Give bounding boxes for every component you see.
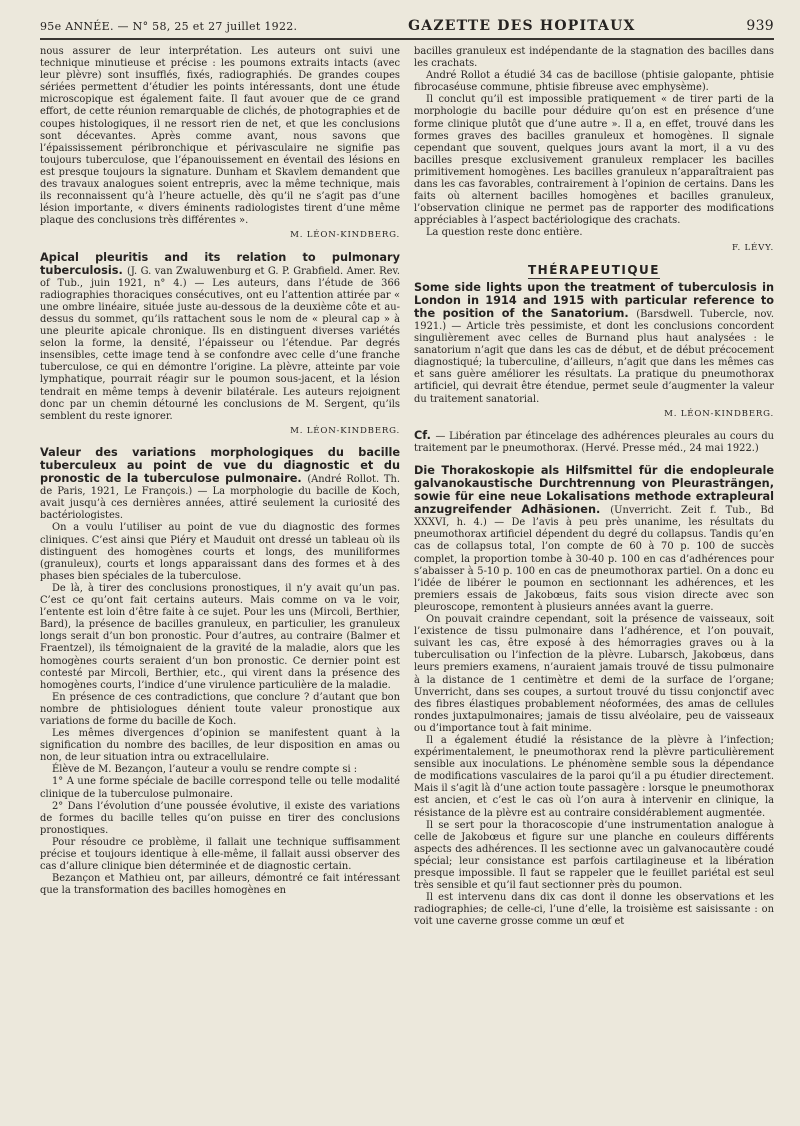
paragraph: bacilles granuleux est indépendante de la stagnation des bacilles dans les crachats. [414,46,774,70]
paragraph: La question reste donc entière. [426,227,583,239]
article-reference: (Unverricht. Zeit f. Tub., Bd XXXVI, h. 4.) [414,505,774,529]
page-number: 939 [746,18,774,34]
article-text: — Libération par étincelage des adhérences pleurales au cours du traitement par le pneumothorax. (Hervé. Presse méd., 24 mai 1922.) [414,430,774,454]
paragraph: 2° Dans l’évolution d’une poussée évolutive, il existe des variations de formes du bacille telles qu’on puisse en tirer des conclusions pronostiques. [40,800,400,836]
article-title: Die Thorakoskopie als Hilfsmittel für die endopleurale galvanokaustische Durchtrennung von Pleurasträngen, sowie für eine neue Lokalisations methode extrapleural anzugreifender Adhäsionen. [414,463,774,517]
article-signature: M. LÉON-KINDBERG. [290,425,400,436]
article-title: Cf. [414,428,436,442]
paragraph: De là, à tirer des conclusions pronostiques, il n’y avait qu’un pas. C’est ce qu’ont fait certains auteurs. Mais comme on va le voir, l’entente est loin d’être faite à ce sujet. Pour les uns (Mircoli, Berthier, Bard), la présence de bacilles granuleux, en particulier, les granuleux longs serait d’un bon pronostic. Pour d’autres, au contraire (Balmer et Fraentzel), ils témoignaient de la gravité de la maladie, alors que les homogènes courts seraient d’un bon pronostic. Ce dernier point est contesté par Mircoli, Berthier, etc., qui virent dans la présence des homogènes courts, l’indice d’une virulence particulière de la maladie. [40,582,400,691]
section-heading [414,264,774,276]
paragraph: En présence de ces contradictions, que conclure ? d’autant que bon nombre de phtisiologues dénient toute valeur pronostique aux variations de forme du bacille de Koch. [40,691,400,727]
article-signature: M. LÉON-KINDBERG. [664,408,774,419]
paragraph: On a voulu l’utiliser au point de vue du diagnostic des formes cliniques. C’est ainsi que Piéry et Mauduit ont dressé un tableau où ils distinguent des homogènes courts et longs, des muniliformes (granuleux), courts et longs apparaissant dans des formes et à des phases bien spéciales de la tuberculose. [40,522,400,582]
article-text: — Article très pessimiste, et dont les conclusions concordent singulièrement avec celles de Burnand plus haut analysées : le sanatorium n’agit que dans les cas de début, et de début précocement diagnostiqué; la tuberculine, d’ailleurs, n’agit que dans les mêmes cas et sans guère améliorer les résultats. La pratique du pneumothorax artificiel, qui devrait être étendue, permet seule d’augmenter la valeur du traitement sanatorial. [414,320,774,405]
journal-title: GAZETTE DES HOPITAUX [408,18,636,34]
article-reference: (Barsdwell. Tubercle, nov. 1921.) [414,308,774,332]
left-column [40,46,400,928]
article-reference: (André Rollot. Th. de Paris, 1921, Le François.) [40,474,400,498]
article-variations [40,447,400,523]
article-signature: F. LÉVY. [732,242,774,253]
issue-line: 95e ANNÉE. — N° 58, 25 et 27 juillet 1922. [40,20,298,33]
paragraph: 1° A une forme spéciale de bacille correspond telle ou telle modalité clinique de la tuberculose pulmonaire. [40,776,400,800]
article-title: Valeur des variations morphologiques du bacille tuberculeux au point de vue du diagnostic et du pronostic de la tuberculose pulmonaire. [40,445,400,486]
paragraph: Pour résoudre ce problème, il fallait une technique suffisamment précise et toujours identique à elle-même, il fallait aussi observer des cas d’allure clinique bien déterminée et de diagnostic certain. [40,836,400,873]
header-rule [40,38,774,40]
paragraph: Il a également étudié la résistance de la plèvre à l’infection; expérimentalement, le pneumothorax rend la plèvre particulièrement sensible aux inoculations. Le phénomène semble sous la dépendance de modifications vasculaires de la paroi qu’il a pu étudier directement. Mais il s’agit là d’une action toute passagère : lorsque le pneumothorax est ancien, et c’est le cas où l’on aura à intervenir en clinique, la résistance de la plèvre est au contraire considérablement augmentée. [414,734,774,819]
article-title: Some side lights upon the treatment of tuberculosis in London in 1914 and 1915 with particular reference to the position of the Sanatorium. [414,280,774,320]
article-text: — De l’avis à peu près unanime, les résultats du pneumothorax artificiel dépendent du degré du collapsus. Tandis qu’en cas de collapsus total, l’on compte de 60 à 70 p. 100 de succès complet, la proportion tombe à 30-40 p. 100 en cas d’adhérences pour s’abaisser à 5-10 p. 100 en cas de pneumothorax partiel. On a donc eu l’idée de libérer le poumon en sectionnant les adhérences, et les premiers essais de Jakobœus, faits sous vision directe avec son pleuroscope, remontent à plusieurs années avant la guerre. [414,517,775,613]
right-column [414,46,774,928]
article-thorakoskopie [414,465,774,614]
paragraph: André Rollot a étudié 34 cas de bacillose (phtisie galopante, phtisie fibrocaséuse commune, phtisie fibreuse avec emphysème). [414,70,774,94]
paragraph: Élève de M. Bezançon, l’auteur a voulu se rendre compte si : [52,764,358,776]
paragraph: Bezançon et Mathieu ont, par ailleurs, démontré ce fait intéressant que la transformation des bacilles homogènes en [40,873,400,897]
article-reference: (J. G. van Zwaluwenburg et G. P. Grabfield. Amer. Rev. of Tub., juin 1921, n° 4.) [40,265,400,289]
columns [40,46,774,928]
article-apical-pleuritis [40,252,400,423]
paragraph: On pouvait craindre cependant, soit la présence de vaisseaux, soit l’existence de tissu pulmonaire dans l’adhérence, et l’on pouvait, suivant les cas, être exposé à des hémorragies graves ou à la tuberculisation ou l’infection de la plèvre. Lubarsch, Jakobœus, dans leurs premiers examens, n’auraient jamais trouvé de tissu pulmonaire à la distance de 1 centimètre et demi de la surface de l’organe; Unverricht, dans ses coupes, a surtout trouvé du tissu conjonctif avec des fibres élastiques probablement néoformées, des amas de cellules rondes juxtapulmonaires; jamais de tissu alvéolaire, peu de vaisseaux ou d’importance tout à fait minime. [414,614,774,734]
section-heading-text: THÉRAPEUTIQUE [528,262,660,277]
paragraph: Il se sert pour la thoracoscopie d’une instrumentation analogue à celle de Jakobœus et figure sur une planche en couleurs différents aspects des adhérences. Il les sectionne avec un galvanocautère coudé spécial; leur consistance est parfois cartilagineuse et la libération presque impossible. Il faut se rappeler que le feuillet pariétal est seul très sensible et qu’il faut sectionner près du poumon. [414,819,774,892]
paragraph: Il est intervenu dans dix cas dont il donne les observations et les radiographies; de celle-ci, l’une d’elle, la troisième est saisissante : on voit une caverne grosse comme un œuf et [414,892,774,928]
article-cf [414,430,774,455]
article-side-lights [414,282,774,406]
article-title: Apical pleuritis and its relation to pulmonary tuberculosis. [40,250,400,277]
page-header [40,18,774,34]
paragraph: Il conclut qu’il est impossible pratiquement « de tirer parti de la morphologie du bacille pour déduire qu’on est en présence d’une forme clinique plutôt que d’une autre ». Il a, en effet, trouvé dans les formes graves des bacilles granuleux et homogènes. Il signale cependant que souvent, quelques jours avant la mort, il a vu des bacilles presque exclusivement granuleux remplacer les bacilles primitivement homogènes. Les bacilles granuleux n’apparaîtraient pas dans les cas favorables, contrairement à l’opinion de certains. Dans les faits où alternent bacilles homogènes et bacilles granuleux, l’observation clinique ne permet pas de rapporter des modifications appréciables à l’aspect bactériologique des crachats. [414,94,774,227]
article-text: — Les auteurs, dans l’étude de 366 radiographies thoraciques consécutives, ont eu l’attention attirée par « une ombre linéaire, située juste au-dessous de la deuxième côte et au-dessus du sommet, qu’ils rattachent sous le nom de « pleural cap » à une pleurite apicale chronique. Ils en distinguent diverses variétés selon la forme, la densité, l’épaisseur ou l’étendue. Par degrés insensibles, cette image tend à se confondre avec celle d’une franche tuberculose, ce qui en démontre l’origine. La plèvre, atteinte par voie lymphatique, pourrait réagir sur le poumon sous-jacent, et la lésion tendrait en même temps à devenir bilatérale. Les auteurs rejoignent donc par un chemin détourné les conclusions de M. Sergent, qu’ils semblent du reste ignorer. [40,277,401,422]
intro-paragraph: nous assurer de leur interprétation. Les auteurs ont suivi une technique minutieuse et précise : les poumons extraits intacts (avec leur plèvre) sont insufflés, fixés, radiographiés. De grandes coupes sériées permettent d’étudier les points intéressants, dont une étude microscopique est également faite. Il faut avouer que de ce grand effort, de cette réunion remarquable de clichés, de photographies et de coupes histologiques, il ne ressort rien de net, et que les conclusions sont décevantes. Après comme avant, nous savons que l’épaississement péribronchique et périvasculaire ne signifie pas toujours tuberculose, que l’épanouissement en éventail des lésions en est presque toujours la signature. Dunham et Skavlem demandent que des travaux analogues soient entrepris, avec la même technique, mais ils reconnaissent qu’à l’heure actuelle, dès qu’il ne s’agit pas d’une lésion importante, « divers éminents radiologistes tirent d’une même plaque des conclusions très différentes ». [40,46,400,227]
article-text: — La morphologie du bacille de Koch, avait jusqu’à ces dernières années, attiré seulement la curiosité des bactériologistes. [40,486,400,522]
intro-signature: M. LÉON-KINDBERG. [290,230,400,241]
paragraph: Les mêmes divergences d’opinion se manifestent quant à la signification du nombre des bacilles, de leur disposition en amas ou non, de leur situation intra ou extracellulaire. [40,728,400,764]
